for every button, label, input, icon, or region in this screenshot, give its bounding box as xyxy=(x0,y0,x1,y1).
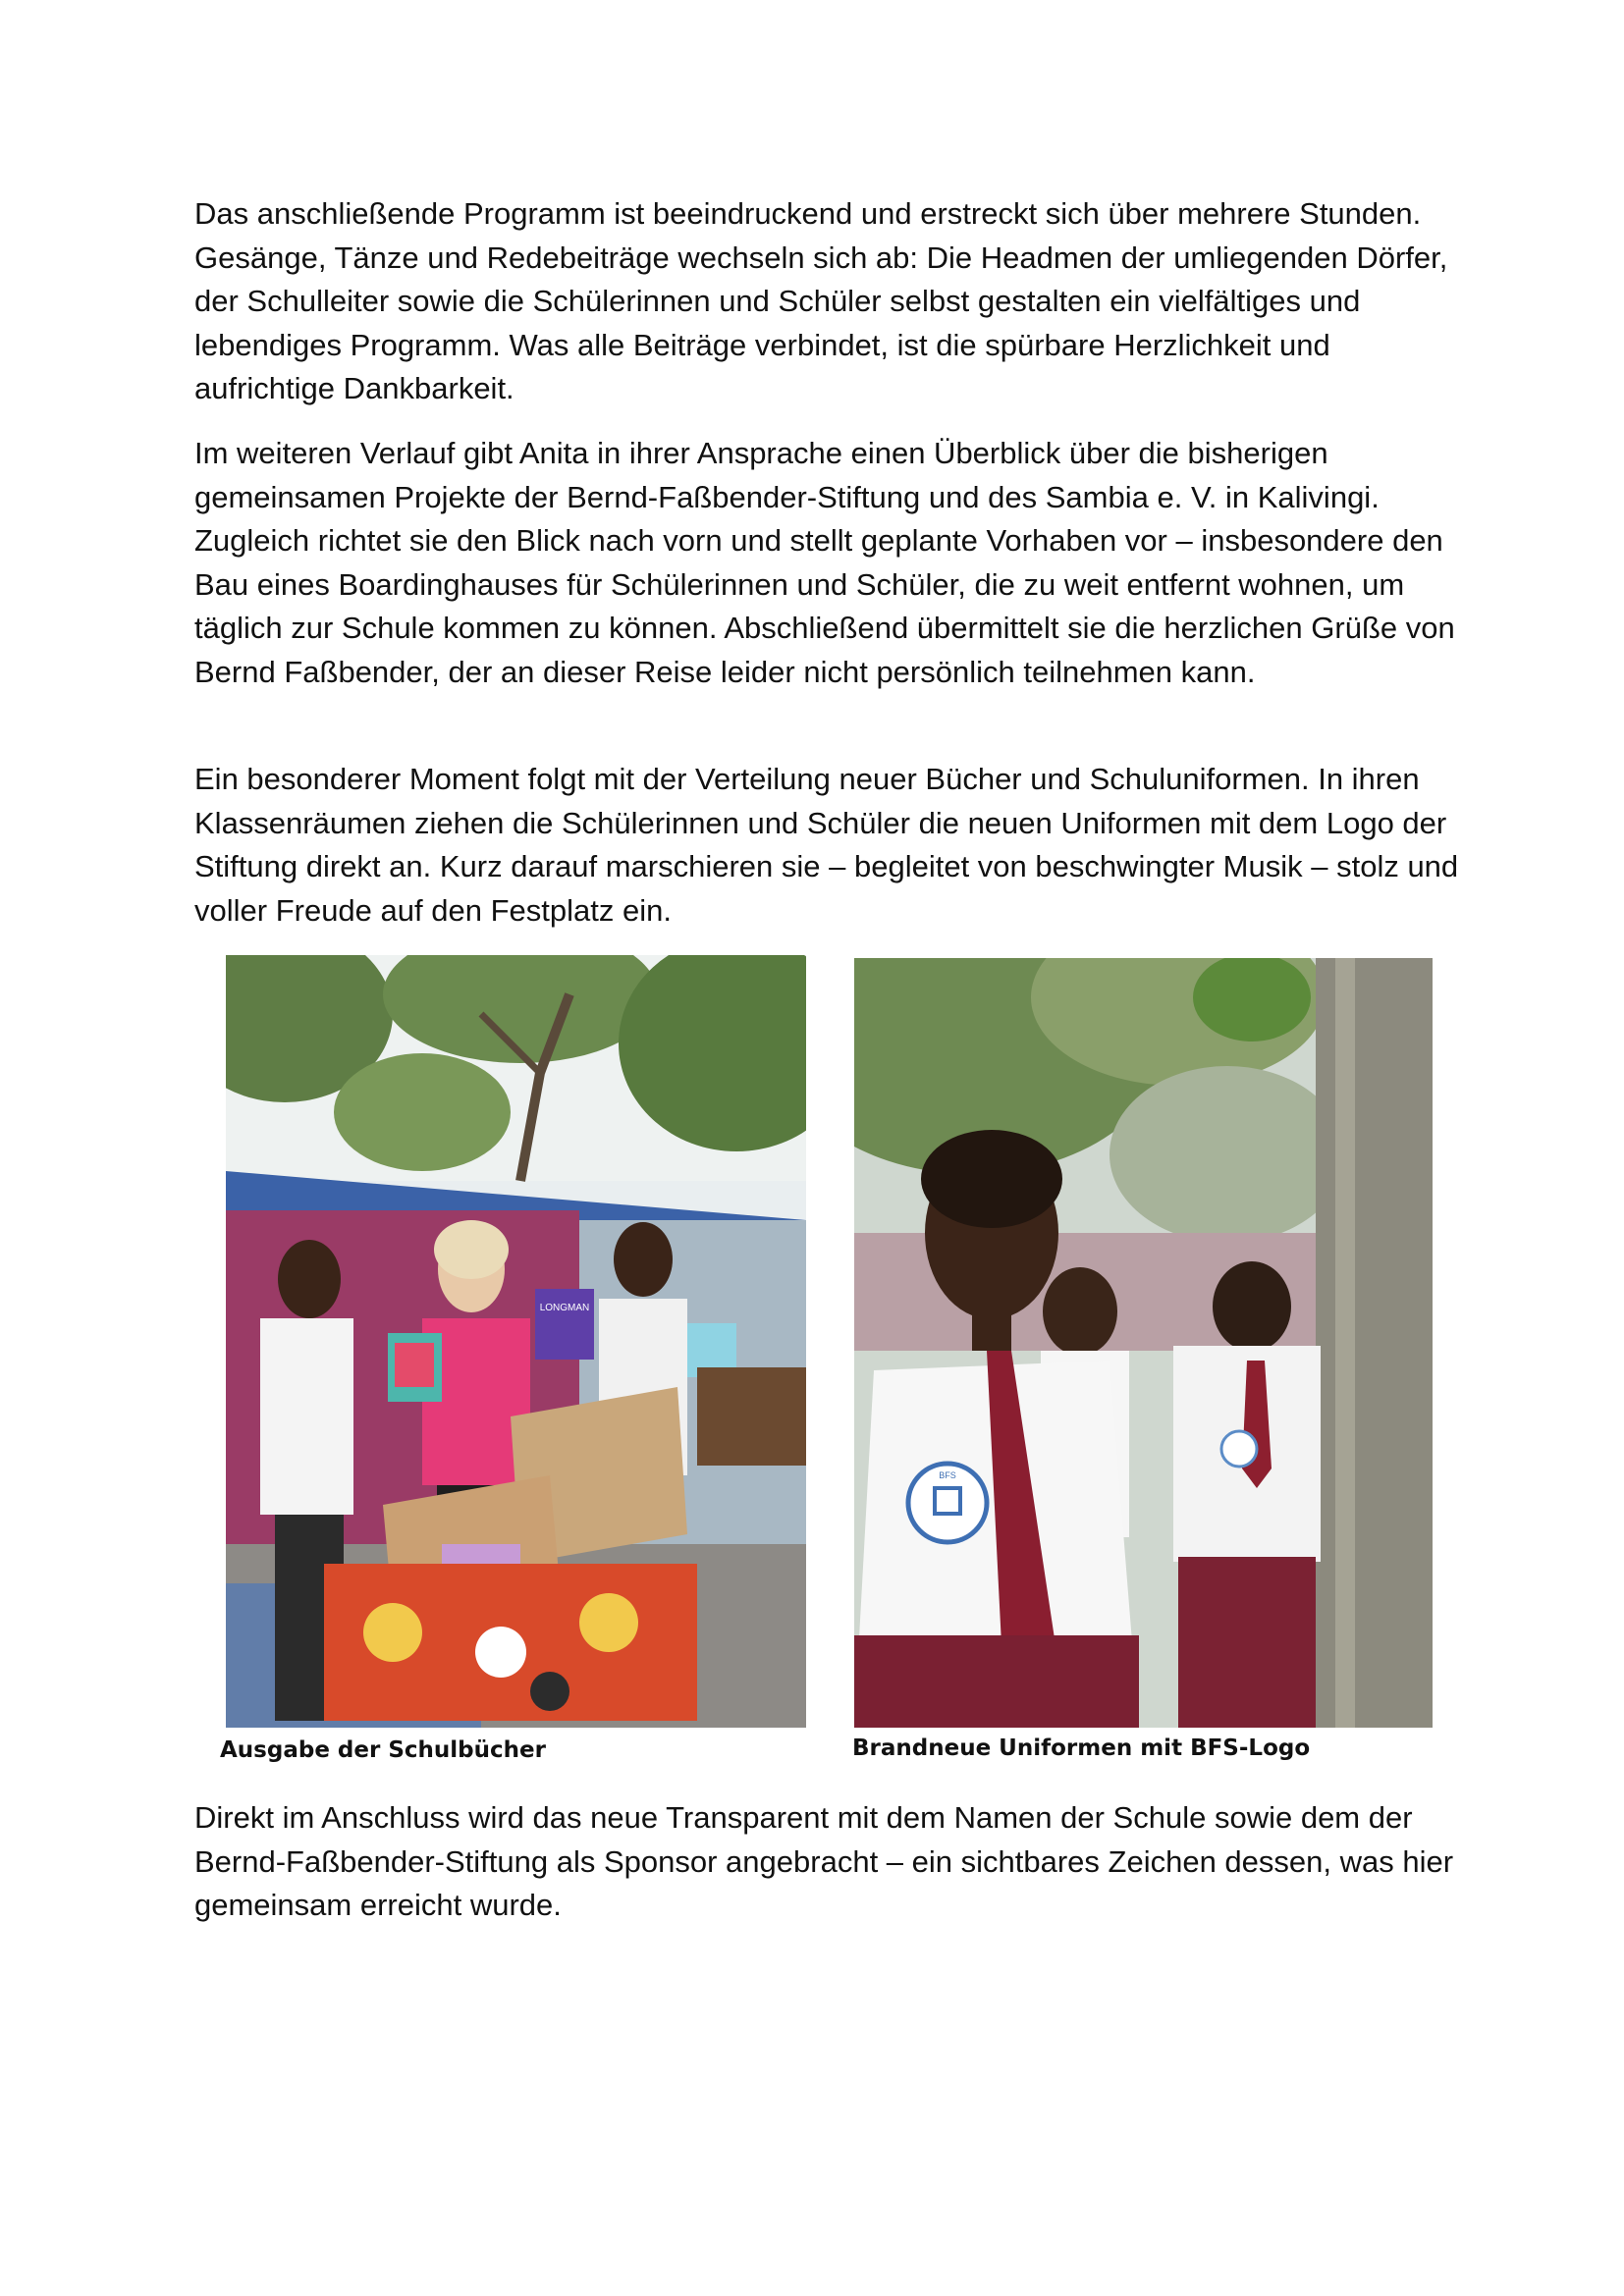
paragraph-distribution: Ein besonderer Moment folgt mit der Verteilung neuer Bücher und Schuluniformen. In ihren Klassenräumen ziehen die Schülerinnen und Schüler die neuen Uniformen mit dem Logo der Stiftung direkt an. Kurz darauf marschieren sie – begleitet von beschwingter Musik – stolz und voller Freude auf den Festplatz ein. xyxy=(194,762,1459,928)
caption-book-distribution: Ausgabe der Schulbücher xyxy=(220,1737,546,1763)
paragraph-speech: Im weiteren Verlauf gibt Anita in ihrer Ansprache einen Überblick über die bisherigen gemeinsamen Projekte der Bernd-Faßbender-Stiftung und des Sambia e. V. in Kalivingi. Zugleich richtet sie den Blick nach vorn und stellt geplante Vorhaben vor – insbesondere den Bau eines Boardinghauses für Schülerinnen und Schüler, die zu weit entfernt wohnen, um täglich zur Schule kommen zu können. Abschließend übermittelt sie die herzlichen Grüße von Bernd Faßbender, der an dieser Reise leider nicht persönlich teilnehmen kann. xyxy=(194,436,1455,689)
paragraph-banner: Direkt im Anschluss wird das neue Transparent mit dem Namen der Schule sowie dem der Bernd-Faßbender-Stiftung als Sponsor angebracht – ein sichtbares Zeichen dessen, was hier gemeinsam erreicht wurde. xyxy=(194,1800,1454,1922)
book-cover-label: LONGMAN xyxy=(539,1303,590,1313)
photo-new-uniforms xyxy=(854,958,1433,1728)
paragraph-program: Das anschließende Programm ist beeindruckend und erstreckt sich über mehrere Stunden. Gesänge, Tänze und Redebeiträge wechseln sich ab: Die Headmen der umliegenden Dörfer, der Schulleiter sowie die Schülerinnen und Schüler selbst gestalten ein vielfältiges und lebendiges Programm. Was alle Beiträge verbindet, ist die spürbare Herzlichkeit und aufrichtige Dankbarkeit. xyxy=(194,196,1448,405)
photo-book-distribution xyxy=(226,955,806,1728)
uniform-logo-label: BFS xyxy=(939,1470,956,1480)
caption-new-uniforms: Brandneue Uniformen mit BFS-Logo xyxy=(852,1735,1311,1761)
